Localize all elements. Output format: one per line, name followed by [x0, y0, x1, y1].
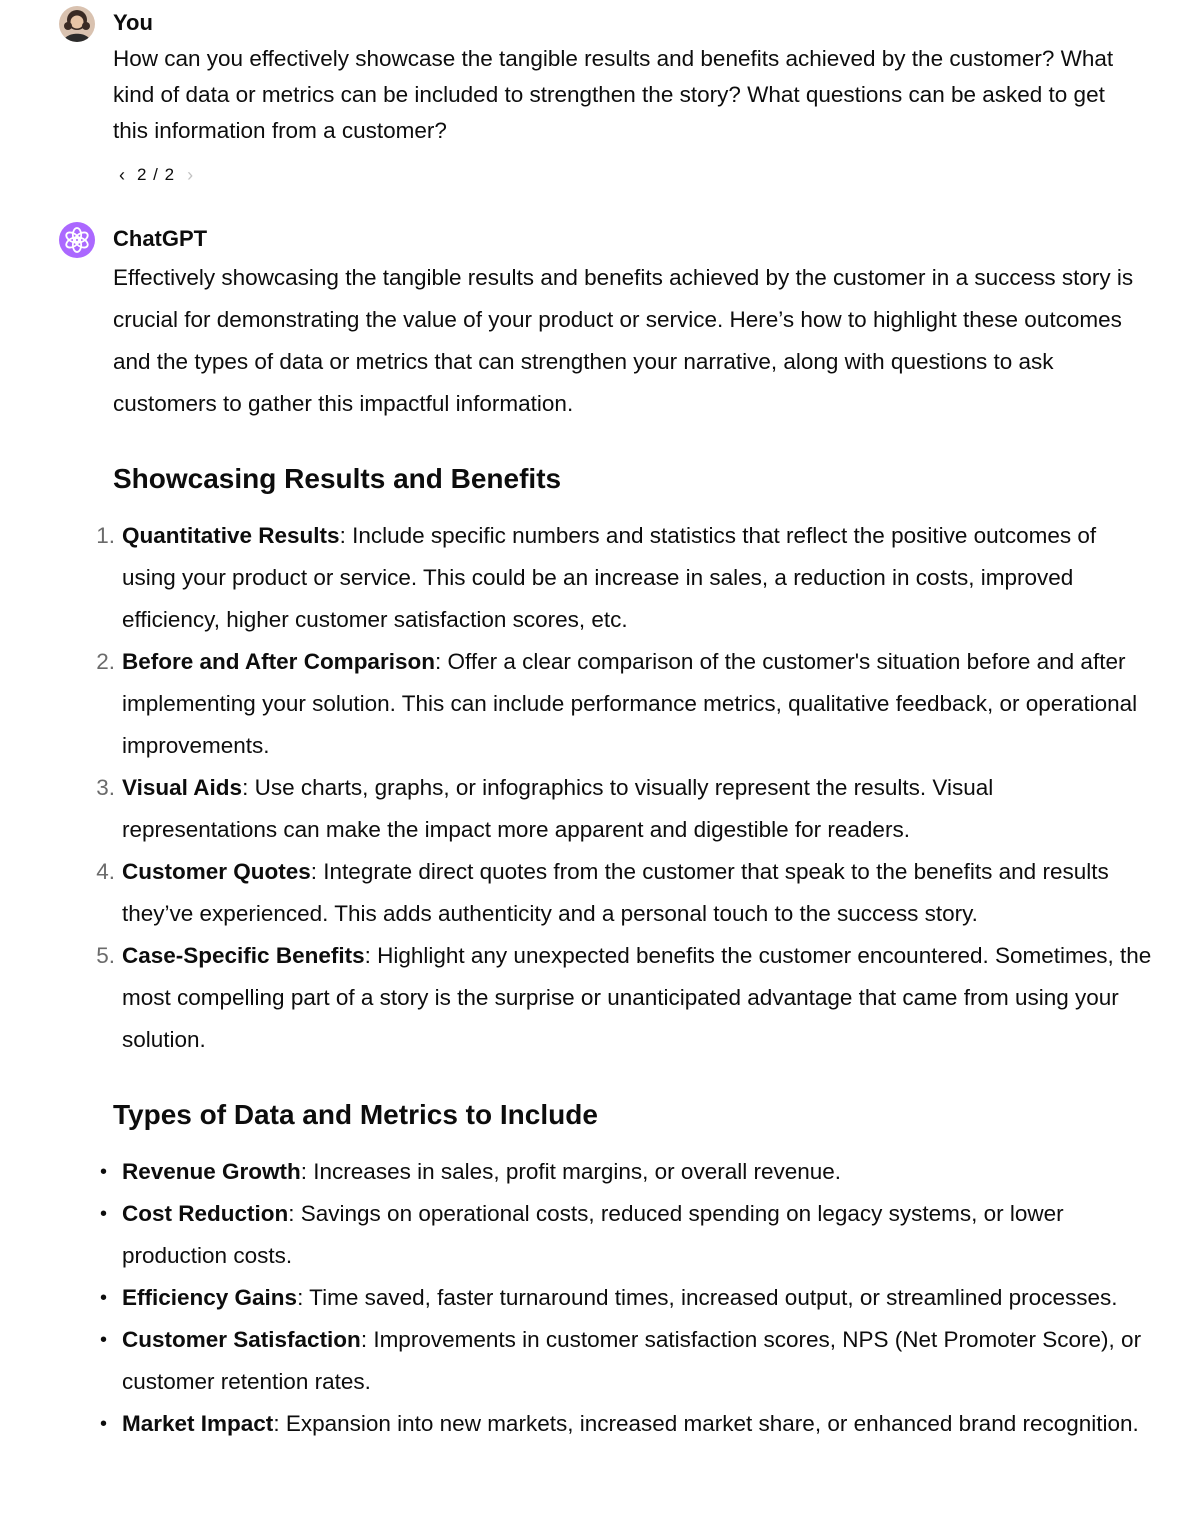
user-message: How can you effectively showcase the tangible results and benefits achieved by the customer? What kind of data or metrics can be included to strengthen the story? What questions can be asked to get this information from a customer? — [113, 46, 1114, 143]
item-text: : Use charts, graphs, or infographics to visually represent the results. Visual representations can make the impact more apparent and digestible for readers. — [122, 775, 994, 842]
item-text: : Savings on operational costs, reduced spending on legacy systems, or lower production costs. — [122, 1201, 1064, 1268]
item-title: Customer Satisfaction — [122, 1327, 361, 1352]
list-number: 4. — [96, 859, 115, 884]
item-text: : Expansion into new markets, increased market share, or enhanced brand recognition. — [273, 1411, 1139, 1436]
bullet-icon: • — [100, 1203, 108, 1225]
user-author-name: You — [113, 10, 153, 35]
list-item — [96, 935, 1152, 1061]
chevron-right-icon[interactable]: › — [187, 164, 194, 185]
item-title: Visual Aids — [122, 775, 243, 800]
item-text: : Improvements in customer satisfaction scores, NPS (Net Promoter Score), or customer retention rates. — [122, 1327, 1142, 1394]
item-title: Before and After Comparison — [122, 649, 435, 674]
item-text: : Increases in sales, profit margins, or overall revenue. — [300, 1159, 842, 1184]
results-list — [96, 515, 1152, 1061]
bullet-icon: • — [100, 1413, 108, 1435]
item-title: Revenue Growth — [122, 1159, 301, 1184]
openai-logo-icon — [59, 222, 95, 258]
item-text: : Offer a clear comparison of the customer's situation before and after implementing your solution. This can include performance metrics, qualitative feedback, or operational improvements. — [122, 649, 1138, 758]
bullet-icon: • — [100, 1329, 108, 1351]
chatgpt-avatar — [59, 222, 95, 258]
list-item — [96, 515, 1152, 641]
list-item — [96, 767, 1152, 851]
item-text: : Include specific numbers and statistics that reflect the positive outcomes of using your product or service. This could be an increase in sales, a reduction in costs, improved efficiency, higher customer satisfaction scores, etc. — [122, 523, 1097, 632]
chevron-left-icon[interactable]: ‹ — [119, 164, 125, 185]
section-heading-metrics: Types of Data and Metrics to Include — [113, 1099, 598, 1130]
pager-count: 2 / 2 — [137, 165, 176, 184]
list-item — [100, 1277, 1152, 1319]
assistant-author-name: ChatGPT — [113, 226, 208, 251]
user-avatar[interactable] — [59, 6, 95, 42]
list-number: 5. — [96, 943, 115, 968]
intro-paragraph: Effectively showcasing the tangible results and benefits achieved by the customer in a success story is crucial for demonstrating the value of your product or service. Here’s how to highlight these outcomes and the types of data or metrics that can strengthen your narrative, along with questions to ask customers to gather this impactful information. — [113, 265, 1134, 416]
list-item — [96, 641, 1152, 767]
list-item — [100, 1403, 1152, 1445]
list-number: 2. — [96, 649, 115, 674]
list-item — [100, 1151, 1152, 1193]
list-item — [96, 851, 1152, 935]
metrics-list — [100, 1151, 1152, 1445]
item-text: : Time saved, faster turnaround times, increased output, or streamlined processes. — [297, 1285, 1118, 1310]
item-text: : Integrate direct quotes from the customer that speak to the benefits and results they’ve experienced. This adds authenticity and a personal touch to the success story. — [122, 859, 1109, 926]
item-title: Efficiency Gains — [122, 1285, 298, 1310]
assistant-intro — [113, 257, 1153, 425]
response-pager — [113, 162, 199, 188]
list-number: 3. — [96, 775, 115, 800]
bullet-icon: • — [100, 1161, 108, 1183]
item-text: : Highlight any unexpected benefits the customer encountered. Sometimes, the most compelling part of a story is the surprise or unanticipated advantage that came from using your solution. — [122, 943, 1152, 1052]
item-title: Case-Specific Benefits — [122, 943, 365, 968]
item-title: Customer Quotes — [122, 859, 311, 884]
list-item — [100, 1319, 1152, 1403]
list-number: 1. — [96, 523, 115, 548]
list-item — [100, 1193, 1152, 1277]
item-title: Cost Reduction — [122, 1201, 289, 1226]
item-title: Quantitative Results — [122, 523, 340, 548]
section-heading-results: Showcasing Results and Benefits — [113, 463, 562, 494]
item-title: Market Impact — [122, 1411, 274, 1436]
bullet-icon: • — [100, 1287, 108, 1309]
